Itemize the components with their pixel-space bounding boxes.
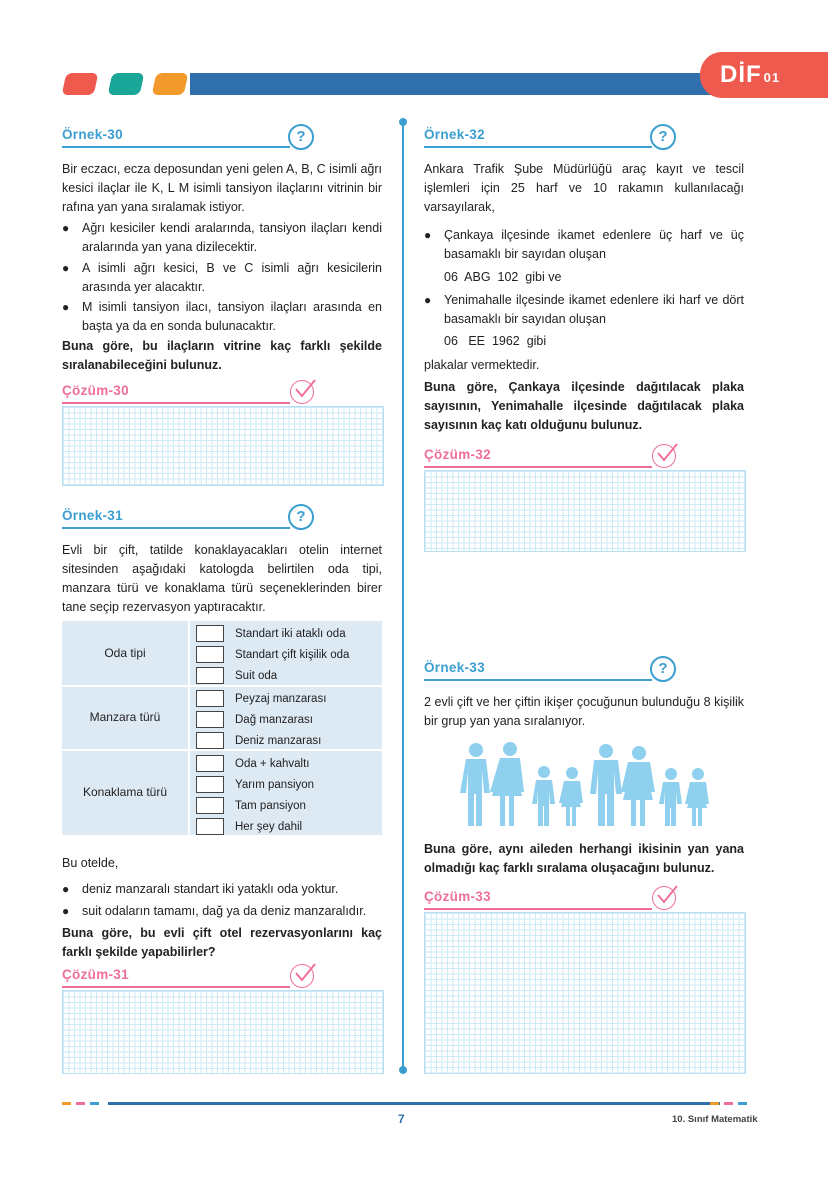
person-silhouette: [559, 767, 583, 826]
solution-32-grid: [424, 470, 746, 552]
checkbox[interactable]: [196, 711, 224, 728]
divider-bottom-dot: [399, 1066, 407, 1074]
solution-31-title: Çözüm-31: [62, 967, 129, 982]
checkbox[interactable]: [196, 755, 224, 772]
person-silhouette: [685, 768, 709, 826]
person-silhouette: [532, 766, 555, 826]
example-32-text: Ankara Trafik Şube Müdürlüğü araç kayıt ve tescil işlemleri için 25 harf ve 10 rakamın kullanılacağı varsayılarak,: [424, 162, 744, 214]
example-32-underline: [424, 146, 652, 148]
bullet-dot: ●: [62, 882, 70, 896]
footer-dash-orange: [710, 1102, 719, 1105]
example-33-underline: [424, 679, 652, 681]
checkmark-circle-icon: [290, 964, 314, 988]
checkbox[interactable]: [196, 646, 224, 663]
person-silhouette: [621, 746, 655, 826]
header-tab-orange: [152, 73, 189, 95]
solution-33-underline: [424, 908, 652, 910]
bullet-dot: ●: [62, 261, 70, 275]
solution-31-underline: [62, 986, 290, 988]
table-row-label: Konaklama türü: [82, 785, 168, 799]
footer-dash-blue: [738, 1102, 747, 1105]
question-circle-icon: ?: [650, 124, 676, 150]
page-number: 7: [398, 1112, 405, 1126]
brand-logo: DİF 01: [700, 52, 828, 98]
table-column-separator: [188, 621, 190, 835]
example-30-title: Örnek-30: [62, 127, 123, 142]
book-title: 10. Sınıf Matematik: [672, 1114, 758, 1125]
example-30-text: Bir eczacı, ecza deposundan yeni gelen A, B, C isimli ağrı kesici ilaçlar ile K, L M isimli tansiyon ilaçlarını vitrinin bir rafına yan yana sıralamak istiyor.: [62, 162, 382, 214]
bullet-dot: ●: [62, 221, 70, 235]
header-tab-teal: [108, 73, 145, 95]
bullet-dot: ●: [424, 293, 432, 307]
example-31-underline: [62, 527, 290, 529]
example-32-tail: plakalar vermektedir.: [424, 358, 540, 372]
question-circle-icon: ?: [650, 656, 676, 682]
footer-dash-blue: [90, 1102, 99, 1105]
family-silhouettes: [456, 740, 716, 830]
plate-example-1: 06 ABG 102 gibi ve: [444, 270, 562, 284]
person-silhouette: [659, 768, 682, 826]
example-33-title: Örnek-33: [424, 660, 485, 675]
solution-30-grid: [62, 406, 384, 486]
example-31-question: Buna göre, bu evli çift otel rezervasyonlarını kaç farklı şekilde yapabilirler?: [62, 926, 382, 959]
example-30-underline: [62, 146, 290, 148]
checkmark-circle-icon: [652, 886, 676, 910]
checkbox[interactable]: [196, 732, 224, 749]
checkbox[interactable]: [196, 797, 224, 814]
bullet-dot: ●: [62, 300, 70, 314]
example-31-text: Evli bir çift, tatilde konaklayacakları otelin internet sitesinden aşağıdaki katologda belirtilen oda tipi, manzara türü ve konaklama türü seçeneklerinden birer tane seçip rezervasyon yaptıracaktır.: [62, 543, 382, 614]
checkbox[interactable]: [196, 625, 224, 642]
plate-example-2: 06 EE 1962 gibi: [444, 334, 547, 348]
checkmark-circle-icon: [290, 380, 314, 404]
solution-31-grid: [62, 990, 384, 1074]
checkbox[interactable]: [196, 690, 224, 707]
header-tab-red: [62, 73, 99, 95]
example-31-title: Örnek-31: [62, 508, 123, 523]
question-circle-icon: ?: [288, 504, 314, 530]
example-32-title: Örnek-32: [424, 127, 485, 142]
person-silhouette: [590, 744, 622, 826]
example-33-question: Buna göre, aynı aileden herhangi ikisinin yan yana olmadığı kaç farklı sıralama oluşacağını bulunuz.: [424, 842, 744, 875]
solution-33-title: Çözüm-33: [424, 889, 491, 904]
solution-30-underline: [62, 402, 290, 404]
example-30-question: Buna göre, bu ilaçların vitrine kaç farklı şekilde sıralanabileceğini bulunuz.: [62, 339, 382, 372]
solution-32-underline: [424, 466, 652, 468]
footer-line: [108, 1102, 720, 1105]
example-31-intro: Bu otelde,: [62, 856, 119, 870]
solution-32-title: Çözüm-32: [424, 447, 491, 462]
person-silhouette: [460, 743, 490, 826]
column-divider: [402, 122, 404, 1070]
options-table: Oda tipi Manzara türü Konaklama türü Standart iki ataklı oda Standart çift kişilik oda Suit oda Peyzaj manzarası Dağ manzarası Deniz manzarası Oda + kahvaltı Yarım pansiyon Tam pansiyon Her şey dahil: [62, 621, 382, 835]
solution-33-grid: [424, 912, 746, 1074]
solution-30-title: Çözüm-30: [62, 383, 129, 398]
checkmark-circle-icon: [652, 444, 676, 468]
bullet-dot: ●: [62, 904, 70, 918]
person-silhouette: [490, 742, 524, 826]
footer-dash-pink: [76, 1102, 85, 1105]
footer-dash-pink: [724, 1102, 733, 1105]
question-circle-icon: ?: [288, 124, 314, 150]
table-row-separator: [62, 685, 382, 687]
footer-dash-orange: [62, 1102, 71, 1105]
checkbox[interactable]: [196, 776, 224, 793]
table-row-separator: [62, 749, 382, 751]
header-bar: [190, 73, 750, 95]
bullet-dot: ●: [424, 228, 432, 242]
table-row-label: Oda tipi: [104, 646, 146, 660]
checkbox[interactable]: [196, 667, 224, 684]
table-row-label: Manzara türü: [89, 710, 161, 724]
example-32-question: Buna göre, Çankaya ilçesinde dağıtılacak plaka sayısının, Yenimahalle ilçesinde dağıtılacak plaka sayısının kaç katı olduğunu bulunuz.: [424, 380, 744, 432]
example-33-text: 2 evli çift ve her çiftin ikişer çocuğunun bulunduğu 8 kişilik bir grup yan yana sıralanıyor.: [424, 695, 744, 728]
checkbox[interactable]: [196, 818, 224, 835]
